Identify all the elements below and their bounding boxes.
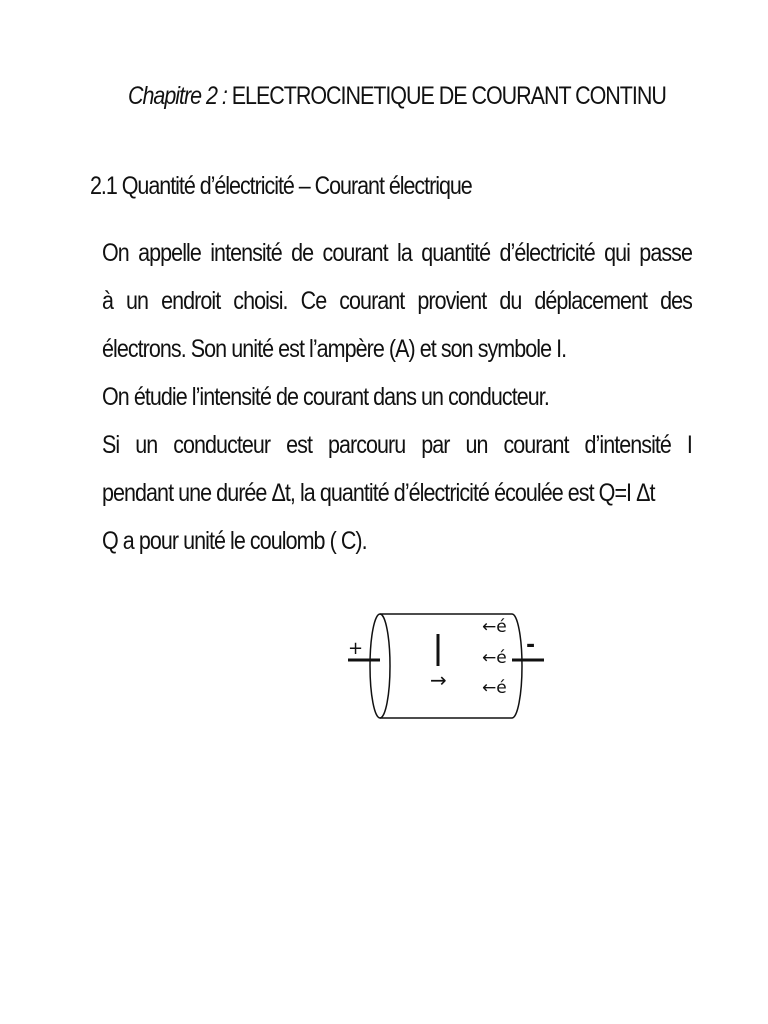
electron-label: ←é — [482, 678, 507, 698]
conductor-diagram — [340, 604, 550, 728]
body-line: Si un conducteur est parcouru par un courant d’intensité I — [102, 431, 692, 459]
body-text — [102, 229, 692, 565]
current-arrow: → — [430, 668, 447, 692]
electron-label: ←é — [482, 617, 507, 637]
body-line: à un endroit choisi. Ce courant provient du déplacement des — [102, 287, 692, 315]
body-line: pendant une durée Δt, la quantité d’électricité écoulée est Q=I Δt — [102, 479, 655, 507]
body-line: électrons. Son unité est l’ampère (A) et son symbole I. — [102, 335, 567, 363]
body-line: On appelle intensité de courant la quantité d’électricité qui passe — [102, 239, 692, 267]
minus-label: - — [526, 633, 536, 658]
chapter-name: ELECTROCINETIQUE DE COURANT CONTINU — [226, 82, 666, 110]
page-title — [128, 76, 666, 116]
cylinder-right-end — [512, 614, 522, 718]
section-heading: 2.1 Quantité d’électricité – Courant électrique — [90, 172, 472, 200]
body-line: On étudie l’intensité de courant dans un conducteur. — [102, 383, 549, 411]
body-line: Q a pour unité le coulomb ( C). — [102, 527, 367, 555]
cylinder-left-end — [370, 614, 390, 718]
chapter-label: Chapitre 2 : — [128, 82, 227, 110]
electron-label: ←é — [482, 648, 507, 668]
plus-label: + — [348, 638, 364, 659]
